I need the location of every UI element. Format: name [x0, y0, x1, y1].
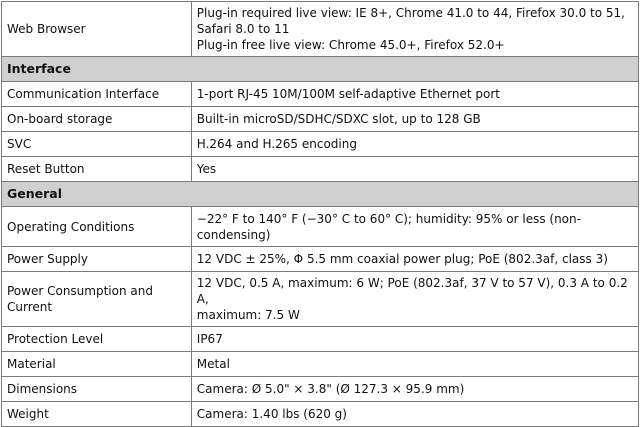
- row-value-line: Camera: 1.40 lbs (620 g): [196, 407, 347, 421]
- table-row: [2, 402, 639, 427]
- section-header: [2, 182, 639, 207]
- table-row: [2, 157, 639, 182]
- spec-table: [1, 1, 639, 427]
- table-row: [2, 352, 639, 377]
- row-value: [191, 247, 638, 272]
- row-value: [191, 207, 638, 247]
- section-title: General: [2, 182, 639, 207]
- row-value: [191, 2, 638, 57]
- row-label: Communication Interface: [2, 82, 192, 107]
- row-value: [191, 377, 638, 402]
- row-value-line: 1-port RJ-45 10M/100M self-adaptive Ethernet port: [196, 87, 501, 101]
- row-label: Material: [2, 352, 192, 377]
- row-value: [191, 82, 638, 107]
- section-header: [2, 57, 639, 82]
- row-label: Protection Level: [2, 327, 192, 352]
- table-row: [2, 272, 639, 327]
- spec-table-body: [2, 2, 639, 427]
- row-value-line: Camera: Ø 5.0" × 3.8" (Ø 127.3 × 95.9 mm): [196, 382, 465, 396]
- row-value-line: 12 VDC, 0.5 A, maximum: 6 W; PoE (802.3af, 37 V to 57 V), 0.3 A to 0.2 A,: [196, 276, 628, 306]
- row-value-line: Yes: [196, 162, 217, 176]
- row-value-line: Metal: [196, 357, 230, 371]
- row-value-line: condensing): [196, 227, 271, 242]
- row-label-line: Current: [7, 300, 53, 314]
- row-label: Operating Conditions: [2, 207, 192, 247]
- row-value-line: Built-in microSD/SDHC/SDXC slot, up to 128 GB: [196, 112, 481, 126]
- table-row: [2, 132, 639, 157]
- row-label: Weight: [2, 402, 192, 427]
- row-value-line: Plug-in required live view: IE 8+, Chrome 41.0 to 44, Firefox 30.0 to 51,: [196, 6, 625, 20]
- table-row: [2, 2, 639, 57]
- row-value-line: maximum: 7.5 W: [196, 308, 300, 322]
- row-value: [191, 272, 638, 327]
- row-label: Power Supply: [2, 247, 192, 272]
- row-value: [191, 107, 638, 132]
- row-value-line: H.264 and H.265 encoding: [196, 137, 357, 151]
- row-label-line: Power Consumption and: [7, 284, 153, 298]
- table-row: [2, 207, 639, 247]
- row-value-line: Plug-in free live view: Chrome 45.0+, Firefox 52.0+: [196, 38, 505, 52]
- row-value-line: 12 VDC ± 25%, Φ 5.5 mm coaxial power plug; PoE (802.3af, class 3): [196, 252, 608, 266]
- section-title: Interface: [2, 57, 639, 82]
- row-value: [191, 402, 638, 427]
- row-label: Dimensions: [2, 377, 192, 402]
- table-row: [2, 377, 639, 402]
- row-value: [191, 157, 638, 182]
- row-label: Web Browser: [2, 2, 192, 57]
- row-value-line: Safari 8.0 to 11: [196, 22, 290, 36]
- row-value: [191, 352, 638, 377]
- row-value-line: −22° F to 140° F (−30° C to 60° C); humidity: 95% or less (non-: [196, 211, 581, 226]
- row-label: [2, 272, 192, 327]
- table-row: [2, 107, 639, 132]
- row-label: SVC: [2, 132, 192, 157]
- row-label: Reset Button: [2, 157, 192, 182]
- row-label: On-board storage: [2, 107, 192, 132]
- table-row: [2, 247, 639, 272]
- row-value: [191, 327, 638, 352]
- table-row: [2, 327, 639, 352]
- row-value: [191, 132, 638, 157]
- row-value-line: IP67: [196, 332, 223, 346]
- table-row: [2, 82, 639, 107]
